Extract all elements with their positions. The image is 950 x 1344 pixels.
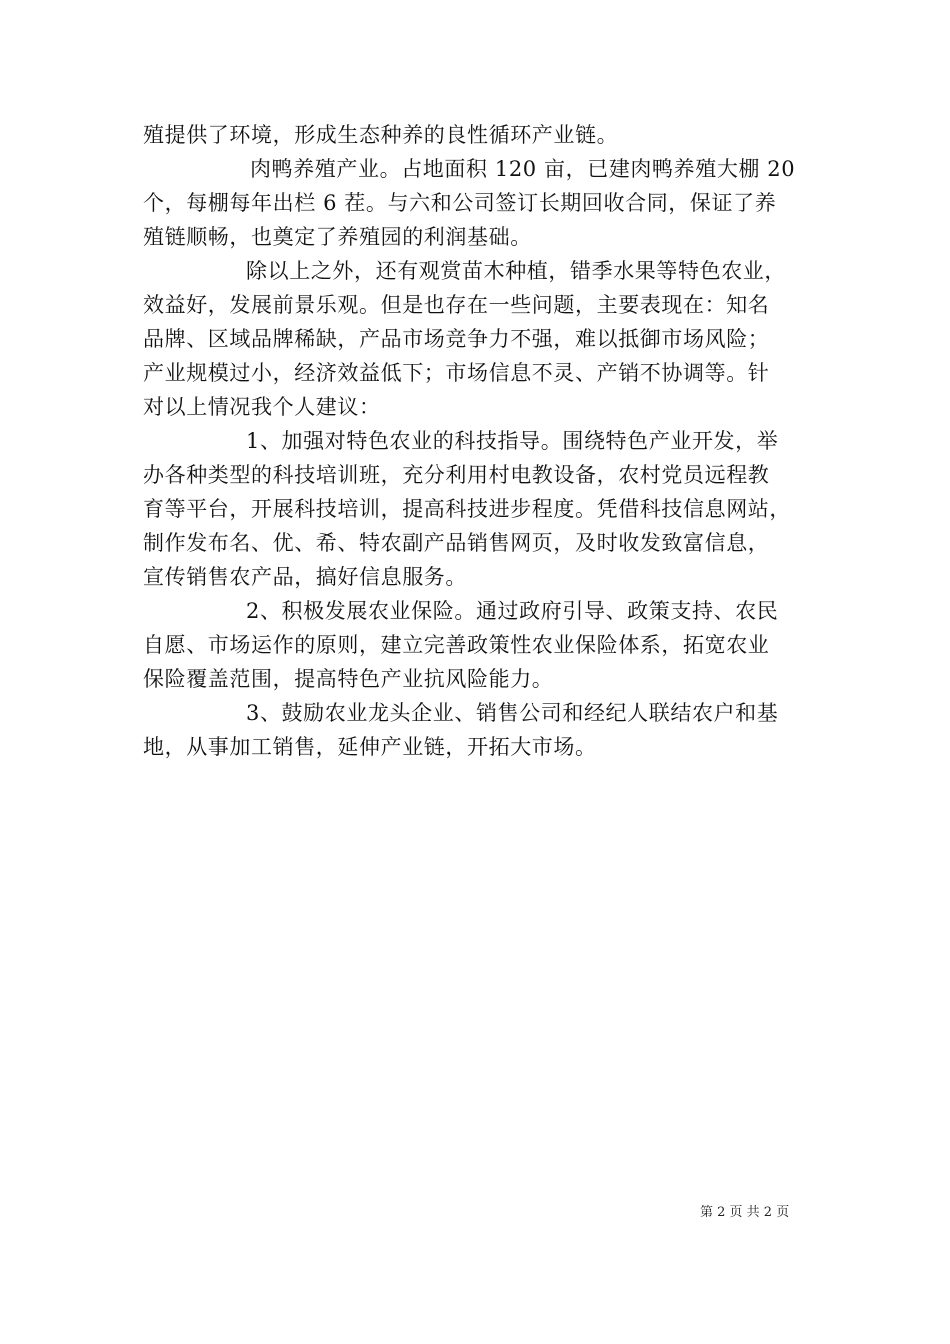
text-line: 自愿、市场运作的原则，建立完善政策性农业保险体系，拓宽农业 [143,633,770,657]
paragraph-issues-start: 除以上之外，还有观赏苗木种植，错季水果等特色农业， [246,259,786,283]
text-line: 制作发布名、优、希、特农副产品销售网页，及时收发致富信息， [143,531,770,555]
text-line: 办各种类型的科技培训班，充分利用村电教设备，农村党员远程教 [143,463,770,487]
suggestion-2-start: 2、积极发展农业保险。通过政府引导、政策支持、农民 [246,599,779,623]
text-line: 地，从事加工销售，延伸产业链，开拓大市场。 [143,735,597,759]
text-line: 产业规模过小，经济效益低下；市场信息不灵、产销不协调等。针 [143,361,770,385]
text-line: 殖提供了环境，形成生态种养的良性循环产业链。 [143,123,619,147]
text-line: 保险覆盖范围，提高特色产业抗风险能力。 [143,667,554,691]
text-line: 品牌、区域品牌稀缺，产品市场竞争力不强，难以抵御市场风险； [143,327,770,351]
suggestion-3-start: 3、鼓励农业龙头企业、销售公司和经纪人联结农户和基 [246,701,779,725]
text-line: 效益好，发展前景乐观。但是也存在一些问题，主要表现在：知名 [143,293,770,317]
text-line: 对以上情况我个人建议： [143,395,381,419]
text-line: 个，每棚每年出栏 6 茬。与六和公司签订长期回收合同，保证了养 [143,191,777,215]
text-line: 育等平台，开展科技培训，提高科技进步程度。凭借科技信息网站， [143,497,791,521]
text-line: 殖链顺畅，也奠定了养殖园的利润基础。 [143,225,532,249]
page-number-footer: 第 2 页 共 2 页 [700,1205,790,1220]
document-body [143,118,811,764]
suggestion-1-start: 1、加强对特色农业的科技指导。围绕特色产业开发，举 [246,429,779,453]
paragraph-duck-farming-start: 肉鸭养殖产业。占地面积 120 亩，已建肉鸭养殖大棚 20 [250,157,796,181]
text-line: 宣传销售农产品，搞好信息服务。 [143,565,467,589]
